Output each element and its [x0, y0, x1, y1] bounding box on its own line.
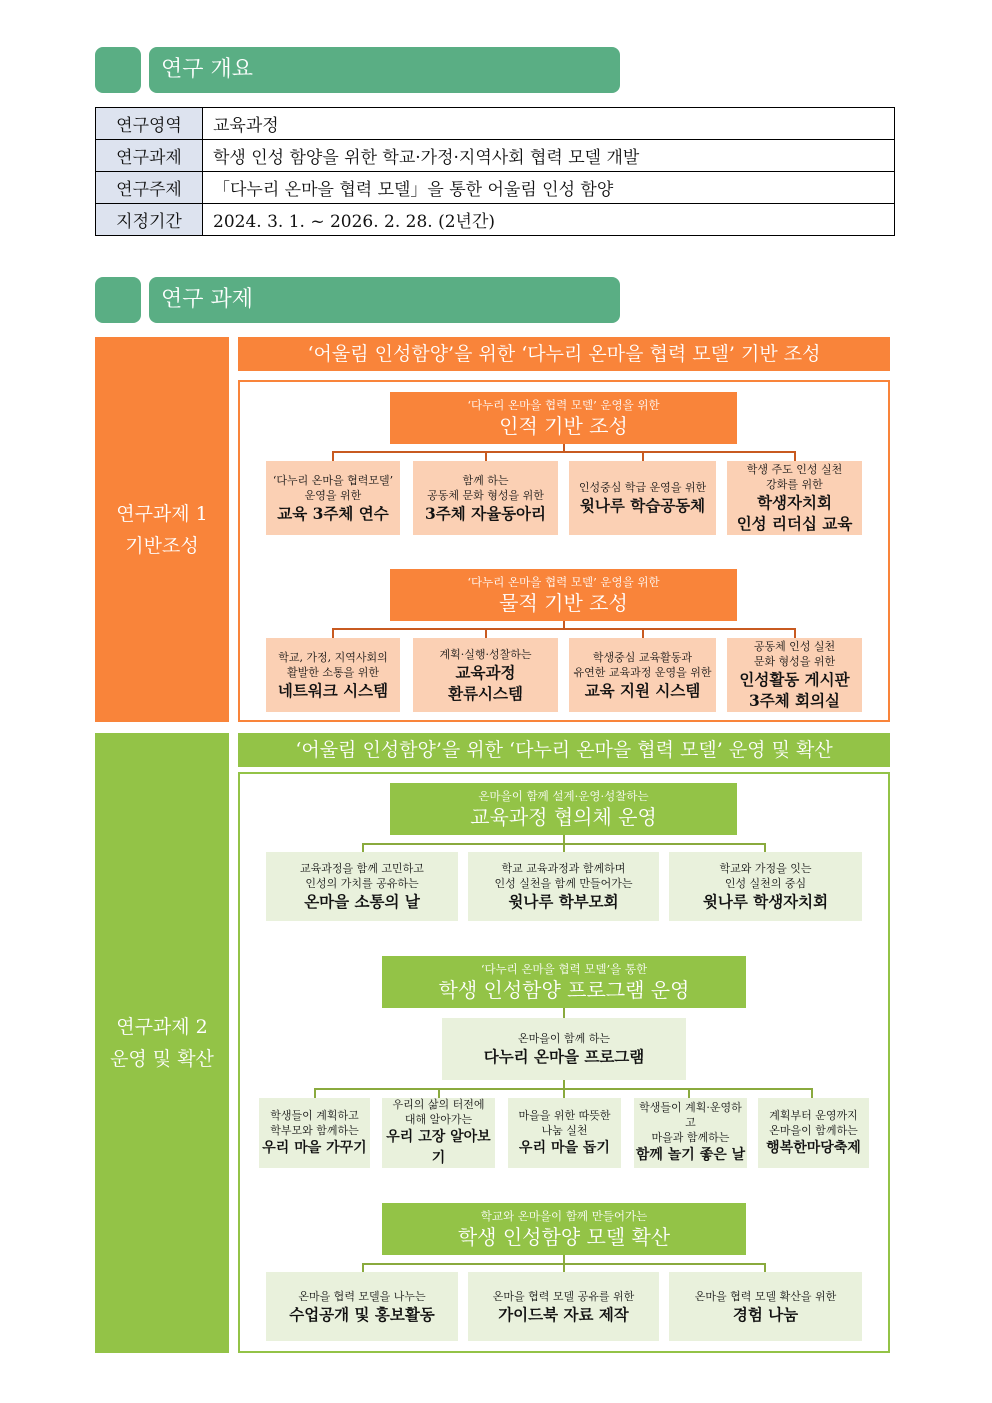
connector-line: [332, 628, 795, 630]
item-sub: 인성 실천을 함께 만들어가는: [494, 877, 633, 890]
item-main: 윗나루 학생자치회: [702, 892, 829, 911]
header-main: 인적 기반 조성: [499, 414, 628, 438]
table-row: [96, 140, 895, 172]
item-sub: 공동체 문화 형성을 위한: [427, 488, 544, 502]
task2-group2-header: [382, 956, 746, 1008]
connector-line: [794, 628, 796, 638]
task1-item: [266, 638, 400, 712]
task2-item: [669, 1272, 862, 1341]
item-sub: 강화를 위한: [766, 478, 823, 491]
connector-line: [764, 843, 766, 852]
item-main: 교육 3주체 연수: [277, 503, 389, 523]
task1-group2-header: [390, 569, 737, 621]
connector-line: [563, 835, 565, 843]
row-key: 연구주제: [96, 172, 203, 204]
task1-item: [727, 638, 862, 712]
header-main: 학생 인성함양 프로그램 운영: [438, 978, 690, 1002]
task1-item: [413, 638, 558, 712]
task1-item: [569, 461, 716, 535]
connector-line: [485, 628, 487, 638]
task2-item: [468, 852, 659, 921]
item-main: 우리 마을 돕기: [519, 1139, 610, 1156]
header-sub: ‘다누리 온마을 협력 모델’ 운영을 위한: [467, 398, 660, 412]
item-sub: 마을과 함께하는: [651, 1131, 730, 1144]
header-sub: ‘다누리 온마을 협력 모델’을 통한: [480, 962, 648, 976]
task1-group1-header: [390, 392, 737, 444]
item-sub: 운영을 위한: [304, 488, 362, 502]
item-sub: 문화 형성을 위한: [753, 655, 836, 668]
connector-line: [563, 1008, 565, 1018]
table-row: [96, 172, 895, 204]
item-main: 교육 지원 시스템: [584, 680, 701, 700]
item-sub: ‘다누리 온마을 협력모델’: [272, 473, 394, 487]
connector-line: [563, 1088, 565, 1098]
task2-group3-header: [382, 1203, 746, 1255]
item-main: 행복한마당축제: [766, 1139, 861, 1156]
item-main: 함께 놀기 좋은 날: [635, 1147, 746, 1163]
item-main: 수업공개 및 홍보활동: [289, 1304, 435, 1324]
item-main: 학생자치회: [757, 493, 832, 512]
task2-label-line2: 운영 및 확산: [110, 1048, 214, 1070]
item-sub: 대해 알아가는: [404, 1113, 473, 1126]
header-main: 물적 기반 조성: [499, 591, 628, 615]
connector-line: [332, 451, 795, 453]
section-title-overview: 연구 개요: [149, 47, 620, 93]
task1-item: [727, 461, 862, 535]
row-key: 지정기간: [96, 204, 203, 236]
item-sub: 마을을 위한 따뜻한: [518, 1108, 611, 1122]
connector-line: [314, 1088, 316, 1098]
item-sub: 온마을 협력 모델 확산을 위한: [694, 1289, 837, 1303]
item-main: 3주체 회의실: [748, 691, 841, 710]
item-sub: 온마을 협력 모델 공유를 위한: [492, 1289, 635, 1303]
row-value: 학생 인성 함양을 위한 학교·가정·지역사회 협력 모델 개발: [203, 140, 895, 172]
item-sub: 온마을이 함께 하는: [517, 1032, 610, 1045]
item-sub: 인성 실천의 중심: [724, 877, 807, 890]
item-sub: 교육과정을 함께 고민하고: [300, 862, 424, 875]
task2-program-item: [508, 1098, 621, 1168]
section-title-tasks: 연구 과제: [149, 277, 620, 323]
connector-line: [332, 628, 334, 638]
item-main: 다누리 온마을 프로그램: [483, 1047, 645, 1066]
task2-banner: ‘어울림 인성함양’을 위한 ‘다누리 온마을 협력 모델’ 운영 및 확산: [238, 733, 890, 767]
item-sub: 학교와 가정을 잇는: [719, 862, 812, 875]
task2-label: [95, 733, 229, 1353]
item-sub: 계획부터 운영까지: [769, 1108, 858, 1122]
item-sub: 학교, 가정, 지역사회의: [278, 650, 388, 664]
task2-item: [669, 852, 862, 921]
item-main: 네트워크 시스템: [277, 680, 389, 700]
connector-line: [362, 1263, 364, 1272]
task2-item: [266, 852, 458, 921]
item-main: 우리 고장 알아보기: [386, 1129, 491, 1166]
item-sub: 온마을이 함께하는: [769, 1123, 858, 1137]
section-marker: [95, 47, 141, 93]
item-sub: 유연한 교육과정 운영을 위한: [573, 665, 712, 679]
connector-line: [485, 451, 487, 461]
task2-program-item: [382, 1098, 495, 1168]
item-sub: 학생들이 계획하고: [270, 1108, 359, 1122]
task1-item: [569, 638, 716, 712]
task1-label-line2: 기반조성: [125, 534, 199, 557]
row-key: 연구과제: [96, 140, 203, 172]
item-sub: 학생들이 계획·운영하고: [639, 1101, 742, 1129]
header-sub: ‘다누리 온마을 협력 모델’ 운영을 위한: [467, 575, 660, 589]
item-main: 인성 리더십 교육: [736, 514, 853, 533]
task2-program-box: [442, 1018, 686, 1080]
connector-line: [563, 843, 565, 852]
item-main: 온마을 소통의 날: [304, 892, 420, 911]
connector-line: [811, 1088, 813, 1098]
item-main: 3주체 자율동아리: [425, 503, 546, 523]
row-value: 교육과정: [203, 108, 895, 140]
item-main: 경험 나눔: [732, 1304, 799, 1324]
task2-item: [266, 1272, 458, 1341]
connector-line: [362, 843, 364, 852]
table-row: [96, 204, 895, 236]
connector-line: [688, 1088, 690, 1098]
item-sub: 활발한 소통을 위한: [286, 665, 379, 679]
header-main: 학생 인성함양 모델 확산: [457, 1225, 671, 1249]
task2-program-item: [259, 1098, 370, 1168]
task2-group1-header: [390, 783, 737, 835]
item-sub: 온마을 협력 모델을 나누는: [298, 1289, 426, 1303]
connector-line: [563, 1255, 565, 1263]
item-sub: 공동체 인성 실천: [753, 640, 836, 653]
item-sub: 학생 주도 인성 실천: [746, 463, 843, 476]
item-sub: 나눔 실천: [541, 1123, 588, 1137]
item-sub: 학교 교육과정과 함께하며: [501, 862, 626, 875]
task1-label: [95, 337, 229, 722]
item-sub: 인성의 가치를 공유하는: [305, 877, 419, 890]
header-main: 교육과정 협의체 운영: [470, 805, 657, 829]
connector-line: [794, 451, 796, 461]
task1-banner: ‘어울림 인성함양’을 위한 ‘다누리 온마을 협력 모델’ 기반 조성: [238, 337, 890, 371]
connector-line: [642, 628, 644, 638]
item-main: 환류시스템: [448, 683, 523, 703]
item-main: 인성활동 게시판: [739, 670, 850, 689]
item-main: 가이드북 자료 제작: [498, 1304, 629, 1324]
connector-line: [563, 444, 565, 451]
connector-line: [563, 1263, 565, 1272]
item-sub: 학부모와 함께하는: [270, 1123, 359, 1137]
item-sub: 함께 하는: [462, 473, 509, 487]
task2-label-line1: 연구과제 2: [116, 1016, 208, 1038]
item-sub: 우리의 삶의 터전에: [392, 1098, 485, 1111]
item-main: 윗나루 학습공동체: [579, 496, 706, 515]
task2-program-item: [634, 1098, 747, 1168]
item-main: 윗나루 학부모회: [508, 892, 619, 911]
table-row: [96, 108, 895, 140]
task2-item: [468, 1272, 659, 1341]
row-value: 「다누리 온마을 협력 모델」을 통한 어울림 인성 함양: [203, 172, 895, 204]
connector-line: [563, 621, 565, 628]
item-sub: 계획·실행·성찰하는: [439, 647, 532, 661]
task1-label-line1: 연구과제 1: [116, 502, 208, 525]
task1-item: [266, 461, 400, 535]
overview-table: [95, 107, 895, 236]
header-sub: 학교와 온마을이 함께 만들어가는: [480, 1209, 648, 1223]
task1-item: [413, 461, 558, 535]
item-main: 교육과정: [455, 662, 516, 682]
row-key: 연구영역: [96, 108, 203, 140]
item-main: 우리 마을 가꾸기: [262, 1139, 367, 1156]
connector-line: [563, 1080, 565, 1088]
row-value: 2024. 3. 1. ~ 2026. 2. 28. (2년간): [203, 204, 895, 236]
connector-line: [764, 1263, 766, 1272]
section-marker: [95, 277, 141, 323]
header-sub: 온마을이 함께 설계·운영·성찰하는: [478, 789, 649, 803]
connector-line: [642, 451, 644, 461]
connector-line: [332, 451, 334, 461]
item-sub: 학생중심 교육활동과: [592, 650, 693, 664]
task2-program-item: [758, 1098, 869, 1168]
item-sub: 인성중심 학급 운영을 위한: [578, 481, 707, 494]
